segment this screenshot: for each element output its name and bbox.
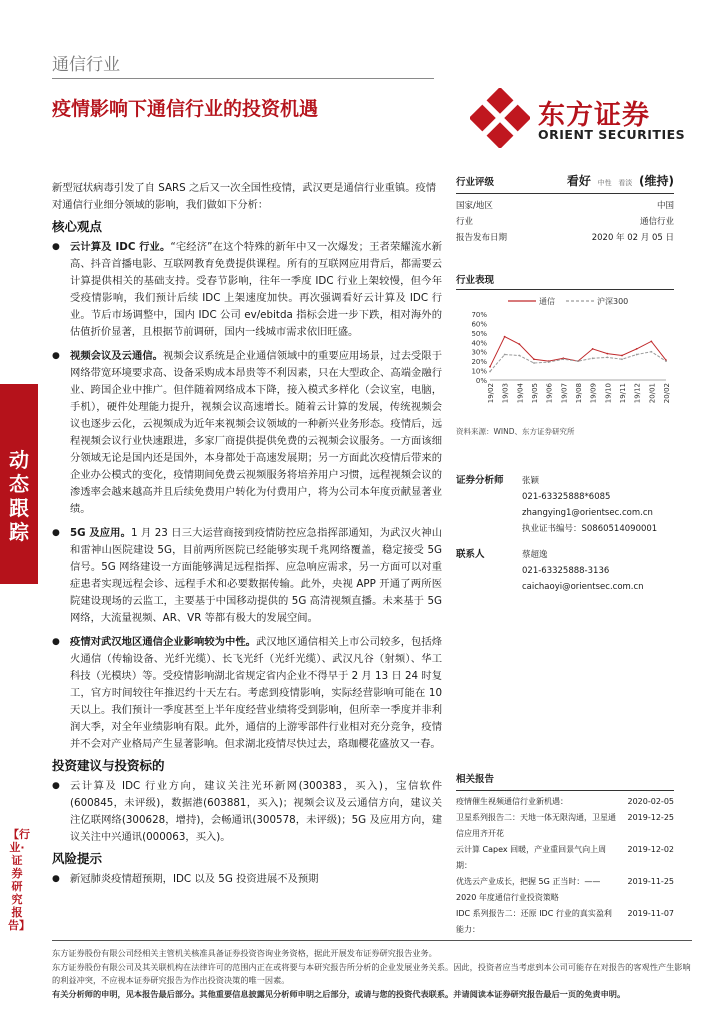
point-hs300 bbox=[650, 351, 652, 353]
performance-chart bbox=[456, 290, 674, 410]
y-tick-label: 0% bbox=[475, 377, 487, 385]
point-telecom bbox=[621, 355, 623, 357]
footer-disclaimer bbox=[52, 947, 692, 1001]
x-tick-label: 19/10 bbox=[604, 383, 613, 404]
x-tick-label: 19/03 bbox=[501, 383, 510, 404]
point-lead: 5G 及应用。 bbox=[70, 527, 131, 539]
point-hs300 bbox=[636, 354, 638, 356]
point-hs300 bbox=[665, 360, 667, 362]
report-title: 疫情影响下通信行业的投资机遇 bbox=[52, 98, 319, 120]
analyst-phone: 021-63325888*6085 bbox=[522, 492, 611, 502]
report-type-tag: 【行业·证券研究报告】 bbox=[8, 828, 30, 932]
point-hs300 bbox=[592, 357, 594, 359]
y-tick-label: 60% bbox=[471, 320, 487, 329]
x-tick-label: 19/05 bbox=[531, 383, 539, 404]
y-tick-label: 10% bbox=[471, 367, 487, 376]
point-lead: 视频会议及云通信。 bbox=[70, 350, 164, 362]
x-tick-label: 19/11 bbox=[619, 383, 627, 404]
contact-email[interactable]: caichaoyi@orientsec.com.cn bbox=[522, 582, 644, 592]
meta-row: 行业 通信行业 bbox=[456, 217, 674, 227]
x-tick-label: 19/08 bbox=[575, 383, 583, 404]
rating-option: 中性 bbox=[597, 179, 612, 187]
contact-name: 蔡超逸 bbox=[522, 550, 548, 560]
risk-item: ● 新冠肺炎疫情超预期，IDC 以及 5G 投资进展不及预期 bbox=[52, 871, 442, 888]
rating-keep: (维持) bbox=[639, 174, 674, 188]
x-tick-label: 20/02 bbox=[663, 383, 671, 404]
analyst-license: 执业证书编号：S0860514090001 bbox=[522, 524, 658, 534]
meta-row: 报告发布日期 2020 年 02 月 05 日 bbox=[456, 233, 674, 243]
y-tick-label: 50% bbox=[471, 329, 487, 338]
main-column bbox=[52, 180, 442, 888]
x-tick-label: 19/07 bbox=[560, 383, 569, 404]
y-tick-label: 30% bbox=[471, 348, 487, 357]
point-cloud-idc bbox=[52, 239, 442, 341]
related-item[interactable]: IDC 系列报告二：还原 IDC 行业的真实盈利能力： 2019-11-07 bbox=[456, 909, 674, 934]
series-line-telecom bbox=[490, 337, 666, 367]
point-telecom bbox=[533, 358, 535, 360]
x-tick-label: 20/01 bbox=[648, 383, 657, 404]
point-telecom bbox=[606, 353, 608, 355]
invest-item: ● 云计算及 IDC 行业方向，建议关注光环新网(300383，买入)，宝信软件(600845，未评级)，数据港(603881，买入)；视频会议及云通信方向，建议关注亿联网络(300628，增持)，会畅通讯(300578，未评级)；5G 及应用方向，建议关注中兴通讯(000063，买入)。 bbox=[52, 778, 442, 846]
point-hs300 bbox=[621, 358, 623, 360]
point-video-conference bbox=[52, 348, 442, 518]
point-lead: 云计算及 IDC 行业。 bbox=[70, 241, 171, 253]
point-5g bbox=[52, 525, 442, 627]
x-tick-label: 19/02 bbox=[487, 383, 495, 404]
point-telecom bbox=[592, 348, 594, 350]
header-divider bbox=[52, 78, 434, 79]
analyst-label: 证券分析师 bbox=[456, 475, 504, 486]
point-text: “宅经济”在这个特殊的新年中又一次爆发；王者荣耀流水新高、抖音首播电影、互联网教育免费提供课程。所有的互联网应用背后，都需要云计算提供相关的基础支持。受春节影响，往年一季度 IDC 行业上架较慢，但今年受疫情影响，我们预计后续 IDC 上架速度加快。再次强调看好云计算及 IDC 行业。节后市场调整中，国内 IDC 公司 ev/ebitda 指标会进一步下跌，相对海外的估值折价显著，且根据节前调研，国内一线城市需求依旧旺盛。 bbox=[70, 241, 443, 338]
point-hs300 bbox=[606, 356, 608, 358]
y-tick-label: 70% bbox=[471, 311, 487, 319]
footer-line: 东方证券股份有限公司经相关主管机关核准具备证券投资咨询业务资格，据此开展发布证券研究报告业务。 bbox=[52, 948, 437, 958]
side-band-text: 动态跟踪 bbox=[9, 448, 29, 544]
legend-label-hs300: 沪深300 bbox=[597, 297, 629, 306]
related-item[interactable]: 疫情催生视频通信行业新机遇： 2020-02-05 bbox=[456, 797, 674, 806]
key-points-heading: 核心观点 bbox=[52, 219, 103, 234]
point-telecom bbox=[518, 343, 520, 345]
intro-paragraph: 新型冠状病毒引发了自 SARS 之后又一次全国性疫情，武汉更是通信行业重镇。疫情对通信行业细分领域的影响，我们做如下分析： bbox=[52, 182, 437, 211]
point-telecom bbox=[650, 340, 652, 342]
analyst-email[interactable]: zhangying1@orientsec.com.cn bbox=[522, 508, 653, 518]
related-item[interactable]: 卫星系列报告二：天地一体无限沟通，卫星通信应用齐开花 2019-12-25 bbox=[456, 813, 674, 838]
logo-name-cn: 东方证券 bbox=[538, 100, 650, 131]
performance-heading: 行业表现 bbox=[456, 275, 495, 286]
related-reports bbox=[456, 772, 674, 938]
logo-name-en: ORIENT SECURITIES bbox=[538, 127, 686, 142]
point-hs300 bbox=[562, 358, 564, 360]
point-lead: 疫情对武汉地区通信企业影响较为中性。 bbox=[70, 636, 257, 648]
performance-block bbox=[456, 272, 674, 290]
point-hs300 bbox=[533, 362, 535, 364]
contact-label: 联系人 bbox=[456, 549, 485, 560]
related-item[interactable]: 云计算 Capex 回暖，产业重回景气向上周期： 2019-12-02 bbox=[456, 845, 674, 870]
point-hs300 bbox=[548, 361, 550, 363]
contact-phone: 021-63325888-3136 bbox=[522, 566, 610, 576]
point-text: 视频会议系统是企业通信领域中的重要应用场景，过去受限于网络带宽环境要求高、设备采购成本昂贵等不利因素，只在大型政企、高端金融行业、跨国企业中推广。但伴随着网络成本下降，接入模式多样化（会议室，电脑，手机），硬件处理能力提升，视频会议高速增长。随着云计算的发展，传统视频会议也逐步云化，云视频成为近年来视频会议领域的一种新兴业务形态。疫情后，远程视频会议行业快速跟进，多家厂商提供提供免费的云视频会议服务。一方面该细分领域无论是国内还是国外，本身都处于高速发展期；另一方面此次疫情后带来的企业办公模式的变化，疫情期间免费云视频服务将培养用户习惯，远程视频会议的渗透率会越来越高并且后续免费用户转化为付费用户，将为公司本年度贡献显著业绩。 bbox=[70, 350, 443, 515]
point-wuhan bbox=[52, 634, 442, 753]
point-telecom bbox=[504, 336, 506, 338]
point-telecom bbox=[489, 366, 491, 368]
x-tick-label: 19/04 bbox=[516, 383, 525, 404]
point-hs300 bbox=[504, 354, 506, 356]
footer-line: 东方证券股份有限公司及其关联机构在法律许可的范围内正在或将要与本研究报告所分析的企业发展业务关系。因此，投资者应当考虑到本公司可能存在对报告的客观性产生影响的利益冲突，不应视本证券研究报告为作出投资决策的唯一因素。 bbox=[52, 961, 691, 985]
rating-option: 看淡 bbox=[618, 179, 633, 187]
point-text: 1 月 23 日三大运营商接到疫情防控应急指挥部通知，为武汉火神山和雷神山医院建设 5G，目前两所医院已经能够实现千兆网络覆盖，稳定接受 5G 信号。5G 网络建设一方面能够满足远程指挥、应急响应需求，另一方面可以对重症患者实现远程会诊、远程手术和必要数据传输。此外，央视 APP 开通了两所医院建设现场的云监工，主要基于中国移动提供的 5G 高清视频直播。未来基于 5G 网络，大流量视频、AR、VR 等都有极大的发展空间。 bbox=[70, 527, 442, 624]
orient-logo-icon bbox=[470, 88, 530, 148]
point-hs300 bbox=[518, 355, 520, 357]
sector-label: 通信行业 bbox=[52, 55, 120, 75]
point-text: 武汉地区通信相关上市公司较多，包括烽火通信（传输设备、光纤光缆）、长飞光纤（光纤光缆）、武汉凡谷（射频）、华工科技（光模块）等。受疫情影响湖北省规定省内企业不得早于 2 月 13 日 24 时复工，官方时间较往年推迟约十天左右。考虑到疫情影响，实际经营影响可能在 10 天以上。我们预计一季度甚至上半年度经营业绩将受到影响，但所幸一季度并非利润大季，对全年业绩影响有限。此外，通信的上游零部件行业相对充分竞争，疫情并不会对产业格局产生显著影响。但求湖北疫情尽快过去，珞珈樱花盛放又一春。 bbox=[70, 636, 443, 750]
rating-block bbox=[456, 172, 674, 246]
point-telecom bbox=[636, 348, 638, 350]
point-hs300 bbox=[577, 360, 579, 362]
legend-label-telecom: 通信 bbox=[539, 297, 555, 306]
chart-source: 资料来源：WIND、东方证券研究所 bbox=[456, 427, 575, 436]
analyst-name: 张颖 bbox=[522, 476, 540, 486]
footer-line: 有关分析师的申明，见本报告最后部分。其他重要信息披露见分析师申明之后部分，或请与您的投资代表联系。并请阅读本证券研究报告最后一页的免责申明。 bbox=[52, 988, 626, 999]
point-hs300 bbox=[489, 371, 491, 373]
y-tick-label: 40% bbox=[471, 339, 487, 348]
related-item[interactable]: 优选云产业成长，把握 5G 正当时：——2020 年度通信行业投资策略 2019-11-25 bbox=[456, 877, 674, 902]
meta-row: 国家/地区 中国 bbox=[456, 201, 674, 211]
invest-heading: 投资建议与投资标的 bbox=[52, 758, 165, 773]
rating-label: 行业评级 bbox=[456, 177, 495, 188]
related-heading: 相关报告 bbox=[456, 774, 495, 785]
footer-divider bbox=[52, 940, 692, 941]
x-tick-label: 19/09 bbox=[589, 383, 598, 404]
x-tick-label: 19/12 bbox=[633, 383, 642, 404]
rating-value: 看好 bbox=[566, 174, 591, 188]
y-tick-label: 20% bbox=[471, 358, 487, 367]
risk-heading: 风险提示 bbox=[52, 851, 103, 866]
analyst-block bbox=[456, 473, 674, 595]
x-tick-label: 19/06 bbox=[545, 383, 554, 404]
